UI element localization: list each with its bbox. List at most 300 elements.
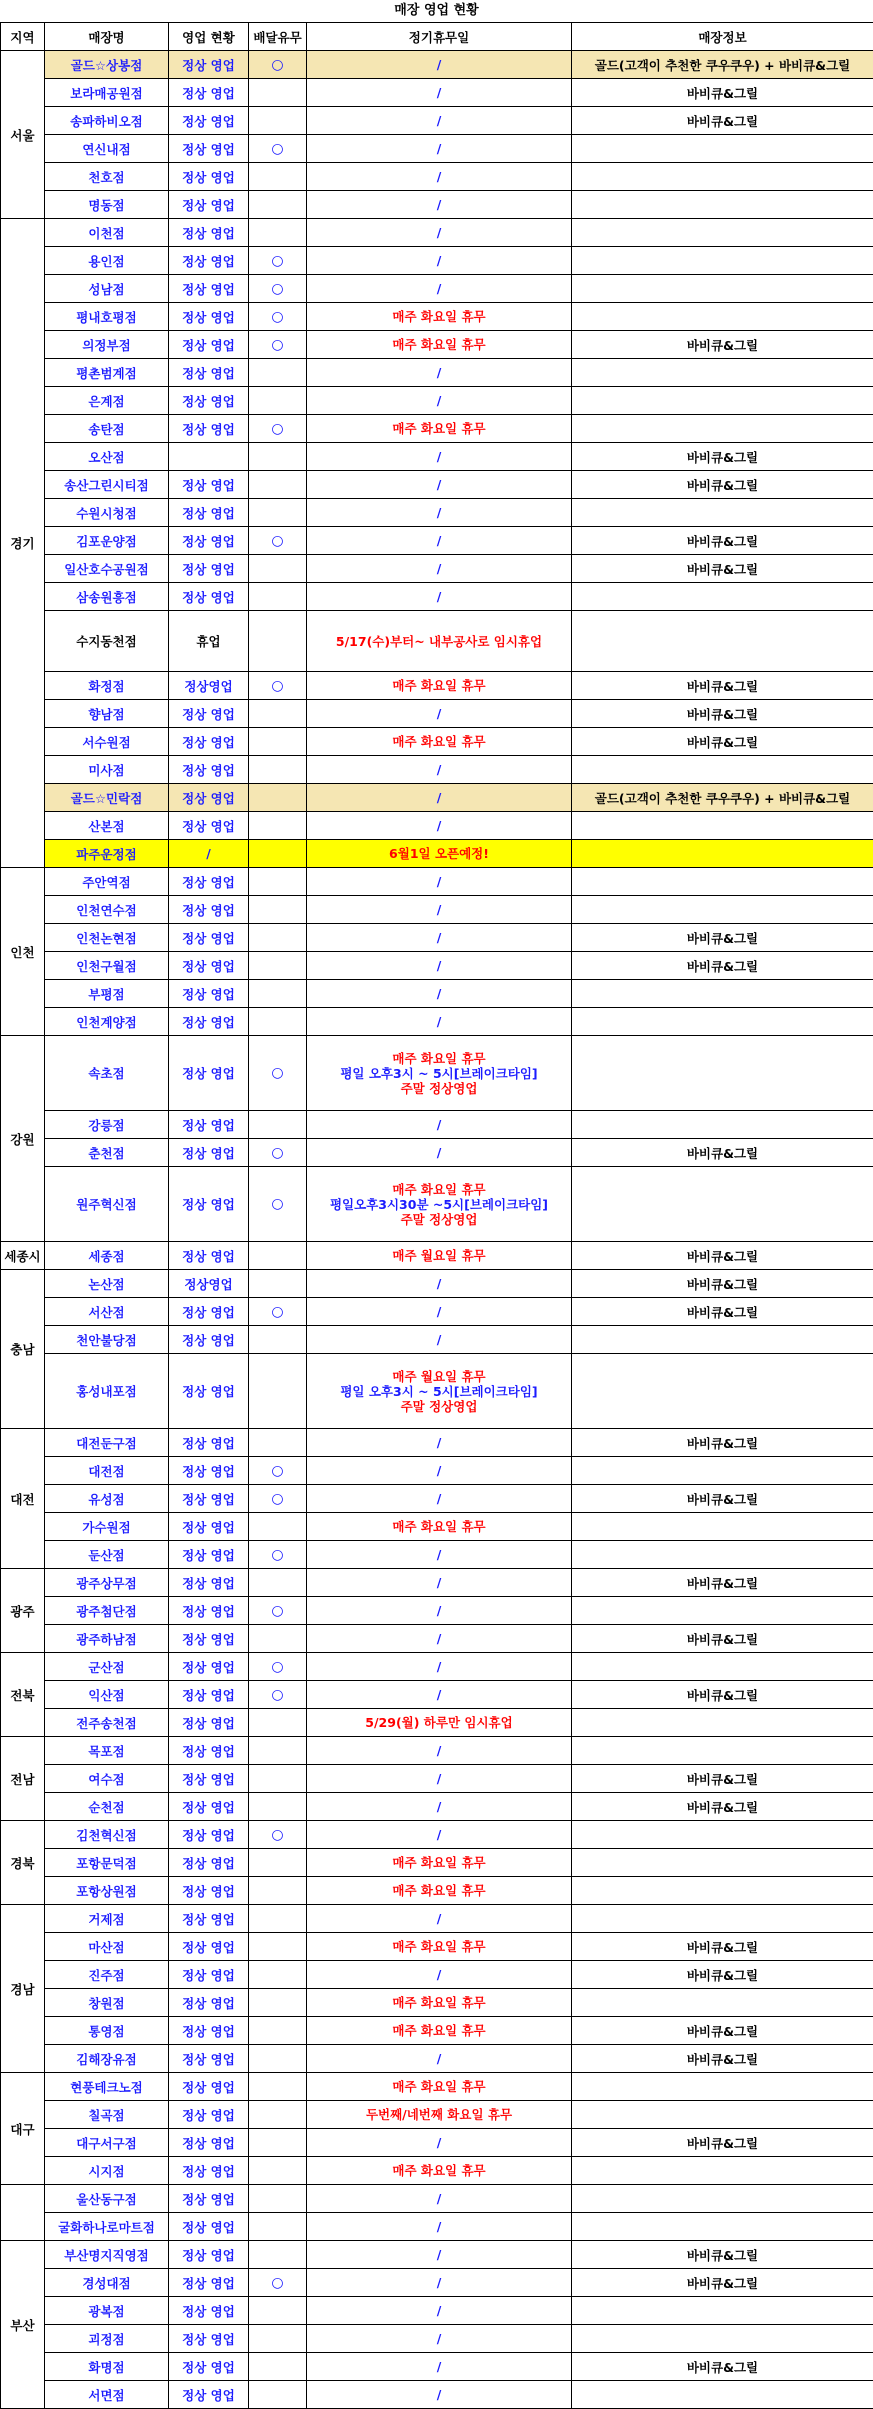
weekend-line: 주말 정상영업	[309, 1081, 569, 1096]
table-row	[1, 1036, 873, 1111]
status-cell: 휴업	[169, 611, 249, 672]
delivery-cell	[249, 1513, 307, 1541]
store-name-cell: 송파하비오점	[45, 107, 169, 135]
holiday-line: /	[309, 2219, 569, 2234]
store-info-cell	[572, 2185, 873, 2213]
table-row	[1, 611, 873, 672]
break-time-line: 평일오후3시30분 ~5시[브레이크타임]	[309, 1197, 569, 1212]
holiday-cell	[307, 387, 572, 415]
store-name-cell: 김해장유점	[45, 2045, 169, 2073]
store-name-cell: 송탄점	[45, 415, 169, 443]
holiday-cell	[307, 1167, 572, 1242]
status-cell: 정상 영업	[169, 700, 249, 728]
delivery-cell	[249, 2073, 307, 2101]
delivery-cell: ○	[249, 135, 307, 163]
status-cell: 정상 영업	[169, 2101, 249, 2129]
store-info-cell	[572, 1989, 873, 2017]
store-info-cell	[572, 1849, 873, 1877]
holiday-cell	[307, 2129, 572, 2157]
table-row	[1, 471, 873, 499]
delivery-cell	[249, 2185, 307, 2213]
table-row	[1, 1569, 873, 1597]
store-name-cell: 춘천점	[45, 1139, 169, 1167]
delivery-cell	[249, 2157, 307, 2185]
holiday-cell	[307, 2185, 572, 2213]
store-info-cell	[572, 812, 873, 840]
region-cell: 세종시	[1, 1242, 45, 1270]
store-info-cell: 바비큐&그릴	[572, 1765, 873, 1793]
store-name-cell: 연신내점	[45, 135, 169, 163]
store-info-cell	[572, 163, 873, 191]
store-info-cell	[572, 1513, 873, 1541]
col-header-region: 지역	[1, 23, 45, 51]
store-info-cell	[572, 1541, 873, 1569]
delivery-cell	[249, 1429, 307, 1457]
delivery-cell: ○	[249, 672, 307, 700]
table-row	[1, 1485, 873, 1513]
store-name-cell: 여수점	[45, 1765, 169, 1793]
store-name-cell: 인천계양점	[45, 1008, 169, 1036]
delivery-cell: ○	[249, 1681, 307, 1709]
delivery-cell: ○	[249, 1597, 307, 1625]
holiday-line: /	[309, 1799, 569, 1814]
holiday-cell	[307, 1569, 572, 1597]
status-cell: 정상 영업	[169, 1821, 249, 1849]
status-cell: 정상 영업	[169, 2241, 249, 2269]
col-header-holiday: 정기휴무일	[307, 23, 572, 51]
status-cell: 정상 영업	[169, 1905, 249, 1933]
store-info-cell: 바비큐&그릴	[572, 672, 873, 700]
delivery-cell: ○	[249, 51, 307, 79]
store-info-cell: 골드(고객이 추천한 쿠우쿠우) + 바비큐&그릴	[572, 51, 873, 79]
store-info-cell	[572, 2325, 873, 2353]
table-row	[1, 1597, 873, 1625]
region-cell: 전남	[1, 1737, 45, 1821]
holiday-cell	[307, 1989, 572, 2017]
delivery-cell	[249, 219, 307, 247]
status-cell: 정상 영업	[169, 1326, 249, 1354]
status-cell: 정상 영업	[169, 2129, 249, 2157]
delivery-cell	[249, 1961, 307, 1989]
delivery-cell	[249, 2017, 307, 2045]
status-cell: 정상 영업	[169, 1681, 249, 1709]
holiday-line: 6월1일 오픈예정!	[309, 846, 569, 861]
region-cell: 강원	[1, 1036, 45, 1242]
store-info-cell: 바비큐&그릴	[572, 471, 873, 499]
holiday-cell	[307, 1933, 572, 1961]
holiday-cell	[307, 1961, 572, 1989]
store-name-cell: 둔산점	[45, 1541, 169, 1569]
holiday-cell	[307, 1457, 572, 1485]
store-info-cell: 바비큐&그릴	[572, 2269, 873, 2297]
holiday-line: /	[309, 1547, 569, 1562]
status-cell: 정상 영업	[169, 1765, 249, 1793]
table-row	[1, 924, 873, 952]
status-cell: 정상 영업	[169, 756, 249, 784]
table-row	[1, 1681, 873, 1709]
delivery-cell: ○	[249, 1139, 307, 1167]
store-name-cell: 대전점	[45, 1457, 169, 1485]
holiday-line: 5/17(수)부터~ 내부공사로 임시휴업	[309, 634, 569, 649]
holiday-line: 매주 월요일 휴무	[309, 1369, 569, 1384]
status-cell: /	[169, 840, 249, 868]
store-info-cell	[572, 980, 873, 1008]
holiday-cell	[307, 2269, 572, 2297]
holiday-line: /	[309, 818, 569, 833]
holiday-line: /	[309, 281, 569, 296]
status-cell: 정상 영업	[169, 1989, 249, 2017]
holiday-line: 5/29(월) 하루만 임시휴업	[309, 1715, 569, 1730]
region-cell: 충남	[1, 1270, 45, 1429]
store-name-cell: 수원시청점	[45, 499, 169, 527]
holiday-line: 매주 화요일 휴무	[309, 1855, 569, 1870]
status-cell: 정상 영업	[169, 2353, 249, 2381]
holiday-cell	[307, 896, 572, 924]
holiday-cell	[307, 1326, 572, 1354]
delivery-cell	[249, 1111, 307, 1139]
store-name-cell: 광복점	[45, 2297, 169, 2325]
status-cell: 정상 영업	[169, 728, 249, 756]
status-cell: 정상 영업	[169, 2185, 249, 2213]
store-info-cell	[572, 1709, 873, 1737]
store-info-cell	[572, 1653, 873, 1681]
store-name-cell: 통영점	[45, 2017, 169, 2045]
table-row	[1, 2297, 873, 2325]
store-name-cell: 주안역점	[45, 868, 169, 896]
store-name-cell: 인천구월점	[45, 952, 169, 980]
table-row	[1, 1541, 873, 1569]
store-name-cell: 서산점	[45, 1298, 169, 1326]
delivery-cell	[249, 980, 307, 1008]
store-status-table	[0, 22, 873, 2409]
store-info-cell	[572, 219, 873, 247]
status-cell: 정상 영업	[169, 868, 249, 896]
delivery-cell	[249, 784, 307, 812]
status-cell: 정상 영업	[169, 2325, 249, 2353]
store-name-cell: 칠곡점	[45, 2101, 169, 2129]
store-info-cell	[572, 359, 873, 387]
store-name-cell: 용인점	[45, 247, 169, 275]
table-row	[1, 555, 873, 583]
store-info-cell: 바비큐&그릴	[572, 1298, 873, 1326]
holiday-line: /	[309, 1967, 569, 1982]
status-cell: 정상 영업	[169, 1139, 249, 1167]
holiday-line: /	[309, 2191, 569, 2206]
status-cell: 정상 영업	[169, 2073, 249, 2101]
holiday-cell	[307, 812, 572, 840]
store-name-cell: 서수원점	[45, 728, 169, 756]
store-name-cell: 전주송천점	[45, 1709, 169, 1737]
store-info-cell	[572, 868, 873, 896]
delivery-cell	[249, 2241, 307, 2269]
table-row	[1, 1961, 873, 1989]
status-cell: 정상 영업	[169, 387, 249, 415]
holiday-cell	[307, 924, 572, 952]
table-row	[1, 303, 873, 331]
status-cell: 정상 영업	[169, 1298, 249, 1326]
delivery-cell	[249, 1793, 307, 1821]
holiday-cell	[307, 1793, 572, 1821]
holiday-line: /	[309, 1603, 569, 1618]
holiday-line: /	[309, 1145, 569, 1160]
store-info-cell: 바비큐&그릴	[572, 1933, 873, 1961]
table-row	[1, 980, 873, 1008]
table-row	[1, 79, 873, 107]
holiday-cell	[307, 952, 572, 980]
delivery-cell	[249, 1933, 307, 1961]
delivery-cell	[249, 499, 307, 527]
delivery-cell	[249, 1989, 307, 2017]
status-cell: 정상 영업	[169, 1877, 249, 1905]
table-row	[1, 840, 873, 868]
store-info-cell: 바비큐&그릴	[572, 924, 873, 952]
store-info-cell	[572, 611, 873, 672]
region-cell	[1, 2185, 45, 2241]
holiday-line: 매주 화요일 휴무	[309, 1051, 569, 1066]
holiday-cell	[307, 1298, 572, 1326]
store-info-cell	[572, 583, 873, 611]
store-name-cell: 유성점	[45, 1485, 169, 1513]
status-cell: 정상 영업	[169, 1625, 249, 1653]
store-info-cell: 바비큐&그릴	[572, 952, 873, 980]
holiday-line: 매주 화요일 휴무	[309, 678, 569, 693]
store-info-cell	[572, 1326, 873, 1354]
holiday-line: /	[309, 1659, 569, 1674]
status-cell: 정상 영업	[169, 2213, 249, 2241]
table-row	[1, 728, 873, 756]
status-cell: 정상 영업	[169, 1457, 249, 1485]
table-row	[1, 1513, 873, 1541]
store-name-cell: 김천혁신점	[45, 1821, 169, 1849]
delivery-cell: ○	[249, 1541, 307, 1569]
table-row	[1, 784, 873, 812]
break-time-line: 평일 오후3시 ~ 5시[브레이크타임]	[309, 1066, 569, 1081]
store-name-cell: 가수원점	[45, 1513, 169, 1541]
store-info-cell	[572, 387, 873, 415]
store-info-cell: 골드(고객이 추천한 쿠우쿠우) + 바비큐&그릴	[572, 784, 873, 812]
store-info-cell: 바비큐&그릴	[572, 1625, 873, 1653]
store-info-cell: 바비큐&그릴	[572, 1793, 873, 1821]
store-name-cell: 명동점	[45, 191, 169, 219]
store-info-cell	[572, 303, 873, 331]
holiday-line: /	[309, 449, 569, 464]
holiday-line: /	[309, 1491, 569, 1506]
table-row	[1, 331, 873, 359]
delivery-cell	[249, 443, 307, 471]
holiday-cell	[307, 443, 572, 471]
status-cell: 정상 영업	[169, 1709, 249, 1737]
status-cell: 정상 영업	[169, 1513, 249, 1541]
status-cell: 정상 영업	[169, 527, 249, 555]
table-row	[1, 1905, 873, 1933]
holiday-cell	[307, 756, 572, 784]
store-name-cell: 삼송원흥점	[45, 583, 169, 611]
weekend-line: 주말 정상영업	[309, 1399, 569, 1414]
table-row	[1, 1111, 873, 1139]
col-header-delivery: 배달유무	[249, 23, 307, 51]
store-name-cell: 원주혁신점	[45, 1167, 169, 1242]
holiday-cell	[307, 415, 572, 443]
store-info-cell	[572, 1008, 873, 1036]
table-row	[1, 2325, 873, 2353]
holiday-line: /	[309, 85, 569, 100]
table-row	[1, 2101, 873, 2129]
store-info-cell: 바비큐&그릴	[572, 728, 873, 756]
holiday-line: /	[309, 2247, 569, 2262]
table-row	[1, 1167, 873, 1242]
table-row	[1, 443, 873, 471]
status-cell: 정상 영업	[169, 107, 249, 135]
table-row	[1, 1709, 873, 1737]
delivery-cell	[249, 728, 307, 756]
store-info-cell	[572, 1821, 873, 1849]
store-info-cell: 바비큐&그릴	[572, 1485, 873, 1513]
table-row	[1, 1326, 873, 1354]
table-row	[1, 163, 873, 191]
region-cell: 대구	[1, 2073, 45, 2185]
delivery-cell	[249, 1737, 307, 1765]
status-cell: 정상 영업	[169, 499, 249, 527]
holiday-line: /	[309, 2135, 569, 2150]
table-row	[1, 1989, 873, 2017]
holiday-cell	[307, 135, 572, 163]
store-info-cell: 바비큐&그릴	[572, 2241, 873, 2269]
status-cell: 정상영업	[169, 672, 249, 700]
status-cell: 정상 영업	[169, 2017, 249, 2045]
holiday-line: 매주 화요일 휴무	[309, 2079, 569, 2094]
holiday-line: /	[309, 1911, 569, 1926]
store-info-cell: 바비큐&그릴	[572, 1961, 873, 1989]
delivery-cell	[249, 700, 307, 728]
table-row	[1, 135, 873, 163]
holiday-cell	[307, 107, 572, 135]
holiday-cell	[307, 1849, 572, 1877]
holiday-line: /	[309, 141, 569, 156]
store-name-cell: 세종점	[45, 1242, 169, 1270]
table-body	[1, 51, 873, 2409]
store-info-cell	[572, 1597, 873, 1625]
holiday-line: /	[309, 986, 569, 1001]
status-cell: 정상 영업	[169, 1242, 249, 1270]
store-name-cell: 창원점	[45, 1989, 169, 2017]
store-name-cell: 군산점	[45, 1653, 169, 1681]
table-row	[1, 1242, 873, 1270]
holiday-cell	[307, 1111, 572, 1139]
holiday-cell	[307, 1354, 572, 1429]
status-cell	[169, 443, 249, 471]
delivery-cell	[249, 2325, 307, 2353]
break-time-line: 평일 오후3시 ~ 5시[브레이크타임]	[309, 1384, 569, 1399]
holiday-line: 매주 화요일 휴무	[309, 2023, 569, 2038]
holiday-cell	[307, 1485, 572, 1513]
status-cell: 정상 영업	[169, 2297, 249, 2325]
status-cell: 정상 영업	[169, 275, 249, 303]
store-name-cell: 오산점	[45, 443, 169, 471]
delivery-cell	[249, 387, 307, 415]
status-cell: 정상 영업	[169, 1429, 249, 1457]
holiday-cell	[307, 2353, 572, 2381]
holiday-line: 매주 화요일 휴무	[309, 1182, 569, 1197]
status-cell: 정상 영업	[169, 583, 249, 611]
delivery-cell	[249, 191, 307, 219]
delivery-cell: ○	[249, 1485, 307, 1513]
delivery-cell	[249, 1765, 307, 1793]
status-cell: 정상 영업	[169, 2157, 249, 2185]
holiday-cell	[307, 2381, 572, 2409]
holiday-line: /	[309, 1435, 569, 1450]
delivery-cell	[249, 896, 307, 924]
holiday-line: /	[309, 533, 569, 548]
table-row	[1, 2241, 873, 2269]
status-cell: 정상영업	[169, 1270, 249, 1298]
holiday-cell	[307, 1597, 572, 1625]
delivery-cell	[249, 952, 307, 980]
status-cell: 정상 영업	[169, 1933, 249, 1961]
holiday-cell	[307, 471, 572, 499]
delivery-cell	[249, 2129, 307, 2157]
holiday-line: /	[309, 790, 569, 805]
store-info-cell	[572, 896, 873, 924]
delivery-cell: ○	[249, 331, 307, 359]
store-info-cell	[572, 1036, 873, 1111]
store-name-cell: 울산동구점	[45, 2185, 169, 2213]
holiday-line: /	[309, 589, 569, 604]
store-name-cell: 부산명지직영점	[45, 2241, 169, 2269]
store-info-cell	[572, 1457, 873, 1485]
holiday-cell	[307, 1737, 572, 1765]
table-row	[1, 1457, 873, 1485]
store-name-cell: 대전둔구점	[45, 1429, 169, 1457]
status-cell: 정상 영업	[169, 191, 249, 219]
region-cell: 경북	[1, 1821, 45, 1905]
holiday-cell	[307, 2073, 572, 2101]
delivery-cell: ○	[249, 1167, 307, 1242]
status-cell: 정상 영업	[169, 812, 249, 840]
holiday-line: /	[309, 561, 569, 576]
col-header-info: 매장정보	[572, 23, 873, 51]
store-info-cell	[572, 2297, 873, 2325]
store-info-cell: 바비큐&그릴	[572, 79, 873, 107]
table-row	[1, 191, 873, 219]
table-row	[1, 896, 873, 924]
holiday-cell	[307, 527, 572, 555]
holiday-line: /	[309, 365, 569, 380]
store-info-cell	[572, 840, 873, 868]
holiday-cell	[307, 1541, 572, 1569]
holiday-line: /	[309, 2051, 569, 2066]
holiday-line: /	[309, 958, 569, 973]
holiday-cell	[307, 784, 572, 812]
delivery-cell	[249, 163, 307, 191]
store-name-cell: 향남점	[45, 700, 169, 728]
holiday-cell	[307, 1625, 572, 1653]
holiday-cell	[307, 980, 572, 1008]
status-cell: 정상 영업	[169, 555, 249, 583]
delivery-cell: ○	[249, 527, 307, 555]
status-cell: 정상 영업	[169, 1036, 249, 1111]
holiday-line: 매주 화요일 휴무	[309, 2163, 569, 2178]
holiday-line: /	[309, 2331, 569, 2346]
holiday-cell	[307, 275, 572, 303]
delivery-cell	[249, 1877, 307, 1905]
delivery-cell	[249, 1326, 307, 1354]
weekend-line: 주말 정상영업	[309, 1212, 569, 1227]
status-cell: 정상 영업	[169, 1961, 249, 1989]
delivery-cell	[249, 1270, 307, 1298]
status-cell: 정상 영업	[169, 415, 249, 443]
holiday-line: 매주 화요일 휴무	[309, 734, 569, 749]
store-info-cell	[572, 1737, 873, 1765]
